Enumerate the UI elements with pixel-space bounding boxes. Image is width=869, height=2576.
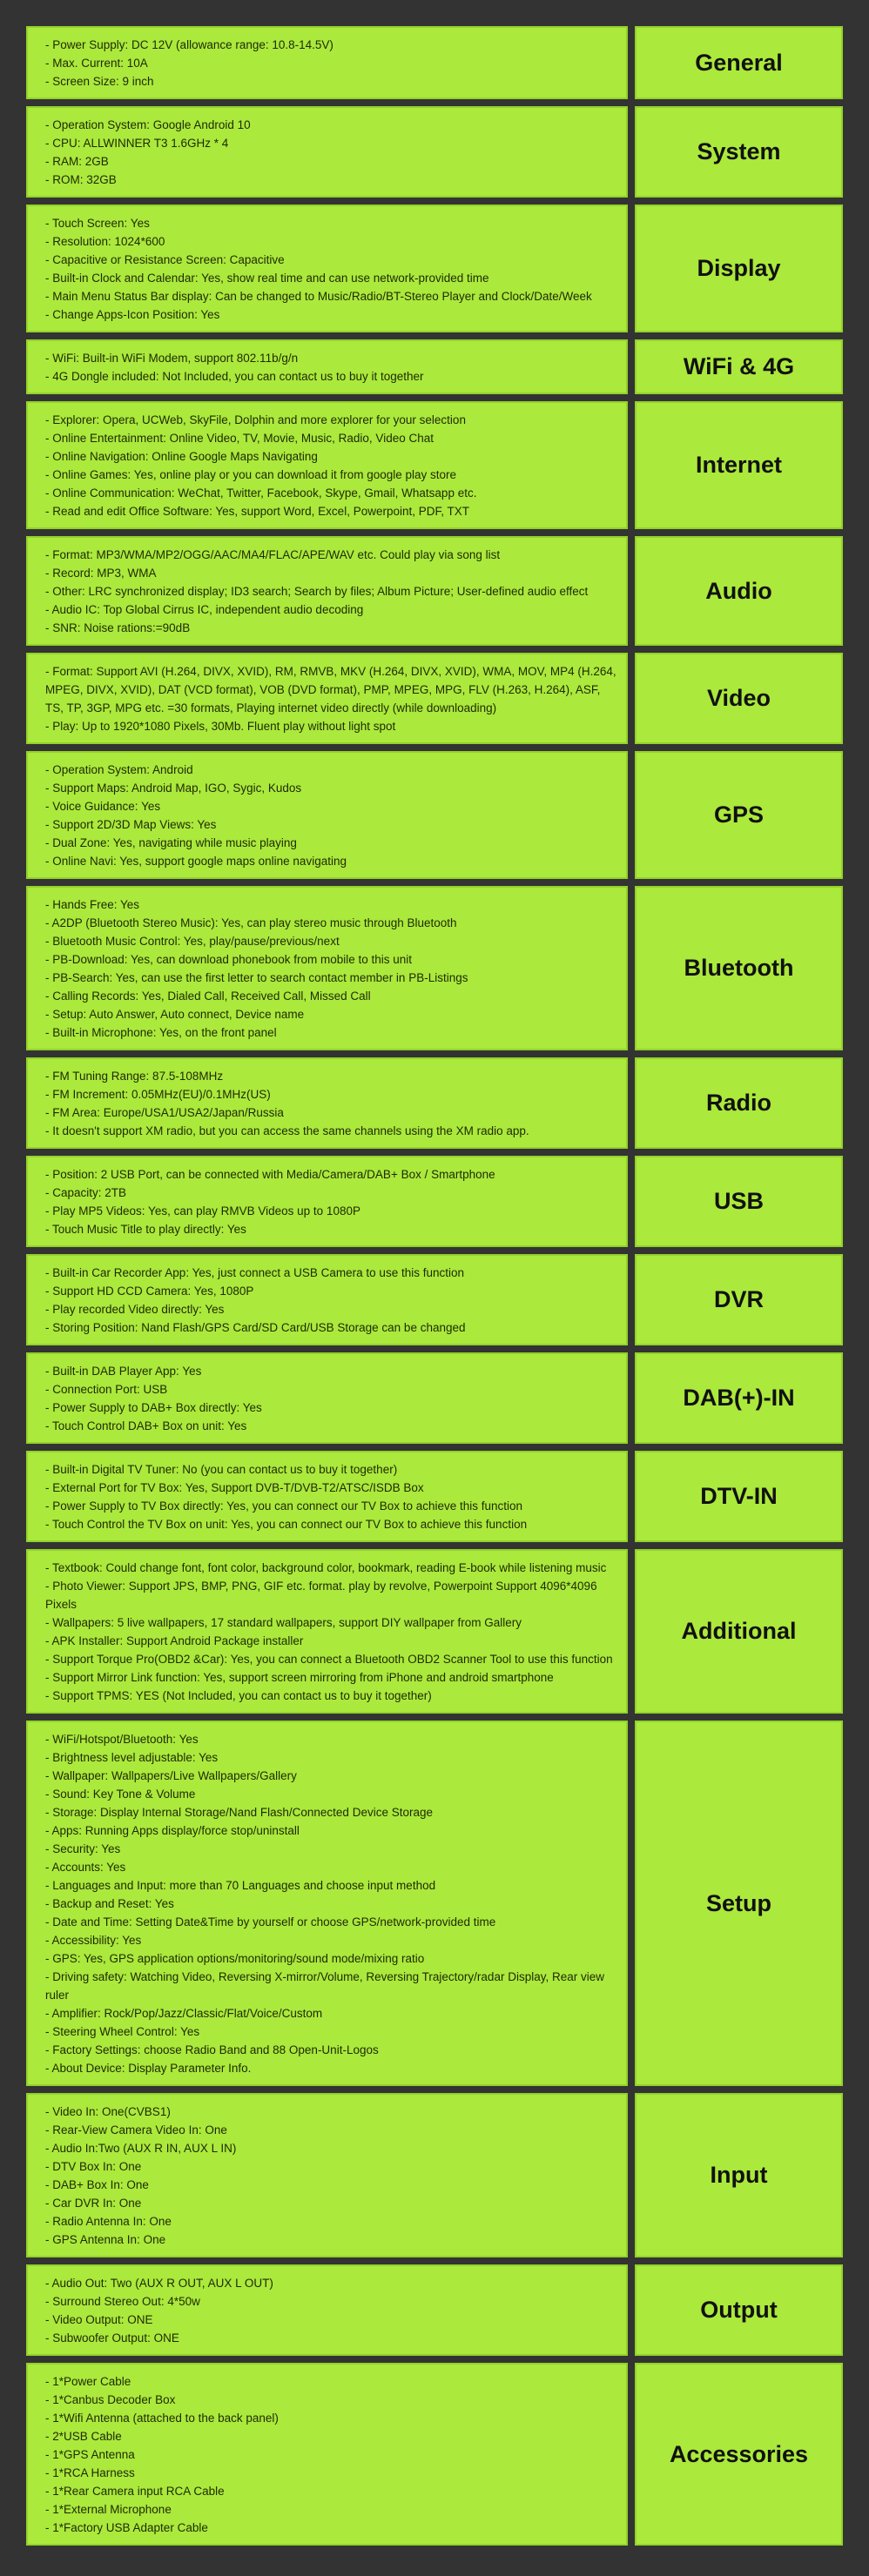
spec-line: - Built-in Digital TV Tuner: No (you can contact us to buy it together) — [45, 1463, 398, 1476]
spec-line: - A2DP (Bluetooth Stereo Music): Yes, can play stereo music through Bluetooth — [45, 916, 457, 929]
spec-details-cell — [26, 1451, 628, 1542]
spec-details-cell — [26, 751, 628, 879]
spec-line: - Support HD CCD Camera: Yes, 1080P — [45, 1285, 254, 1298]
spec-line: - Wallpapers: 5 live wallpapers, 17 standard wallpapers, support DIY wallpaper from Gallery — [45, 1616, 522, 1629]
spec-details-cell — [26, 1057, 628, 1149]
spec-details-cell — [26, 1721, 628, 2086]
spec-line: - GPS Antenna In: One — [45, 2233, 166, 2246]
spec-line: - SNR: Noise rations:=90dB — [45, 621, 191, 634]
spec-line: - PB-Search: Yes, can use the first letter to search contact member in PB-Listings — [45, 971, 468, 984]
spec-line: - 1*GPS Antenna — [45, 2448, 135, 2461]
spec-section-title: USB — [635, 1156, 843, 1247]
spec-line: - Online Communication: WeChat, Twitter, Facebook, Skype, Gmail, Whatsapp etc. — [45, 486, 477, 500]
spec-line: - Audio Out: Two (AUX R OUT, AUX L OUT) — [45, 2277, 273, 2290]
spec-line: - Connection Port: USB — [45, 1383, 168, 1396]
spec-table — [26, 26, 843, 2546]
spec-details-cell — [26, 1254, 628, 1345]
spec-section-title: System — [635, 106, 843, 198]
spec-section-row — [26, 339, 843, 394]
spec-details-cell — [26, 401, 628, 529]
spec-line: - Screen Size: 9 inch — [45, 75, 154, 88]
spec-line: - 4G Dongle included: Not Included, you can contact us to buy it together — [45, 370, 424, 383]
spec-line: - Bluetooth Music Control: Yes, play/pause/previous/next — [45, 935, 340, 948]
spec-line: - Dual Zone: Yes, navigating while music playing — [45, 836, 297, 849]
spec-section-row — [26, 1451, 843, 1542]
spec-line: - Storage: Display Internal Storage/Nand Flash/Connected Device Storage — [45, 1806, 433, 1819]
spec-line: - Setup: Auto Answer, Auto connect, Device name — [45, 1008, 305, 1021]
spec-line: - Play MP5 Videos: Yes, can play RMVB Videos up to 1080P — [45, 1204, 360, 1218]
spec-details-cell — [26, 886, 628, 1050]
spec-line: - Resolution: 1024*600 — [45, 235, 165, 248]
spec-details-cell — [26, 2363, 628, 2546]
spec-details-cell — [26, 1549, 628, 1714]
spec-line: - Explorer: Opera, UCWeb, SkyFile, Dolphin and more explorer for your selection — [45, 413, 466, 426]
spec-line: - Touch Control DAB+ Box on unit: Yes — [45, 1419, 247, 1432]
spec-section-row — [26, 2264, 843, 2356]
spec-line: - Security: Yes — [45, 1842, 121, 1855]
spec-section-title: WiFi & 4G — [635, 339, 843, 394]
spec-line: - Built-in DAB Player App: Yes — [45, 1365, 202, 1378]
spec-line: - Apps: Running Apps display/force stop/uninstall — [45, 1824, 300, 1837]
spec-line: - Play recorded Video directly: Yes — [45, 1303, 225, 1316]
spec-section-row — [26, 653, 843, 744]
spec-section-row — [26, 751, 843, 879]
spec-line: - Operation System: Google Android 10 — [45, 118, 251, 131]
spec-line: - 1*External Microphone — [45, 2503, 172, 2516]
spec-line: - PB-Download: Yes, can download phonebook from mobile to this unit — [45, 953, 413, 966]
spec-section-row — [26, 26, 843, 99]
spec-line: - Position: 2 USB Port, can be connected with Media/Camera/DAB+ Box / Smartphone — [45, 1168, 495, 1181]
spec-line: - Audio In:Two (AUX R IN, AUX L IN) — [45, 2142, 237, 2155]
spec-line: - Main Menu Status Bar display: Can be changed to Music/Radio/BT-Stereo Player and Clock/Date/Week — [45, 290, 592, 303]
spec-line: - Rear-View Camera Video In: One — [45, 2123, 227, 2137]
spec-section-title: Additional — [635, 1549, 843, 1714]
spec-line: - Factory Settings: choose Radio Band and 88 Open-Unit-Logos — [45, 2043, 379, 2056]
spec-line: - Storing Position: Nand Flash/GPS Card/SD Card/USB Storage can be changed — [45, 1321, 466, 1334]
spec-section-title: Output — [635, 2264, 843, 2356]
spec-section-row — [26, 1254, 843, 1345]
spec-line: - 1*Factory USB Adapter Cable — [45, 2521, 208, 2534]
spec-section-row — [26, 2363, 843, 2546]
spec-section-title: Internet — [635, 401, 843, 529]
spec-section-title: Input — [635, 2093, 843, 2257]
spec-section-title: General — [635, 26, 843, 99]
spec-line: - Accessibility: Yes — [45, 1934, 142, 1947]
spec-details-cell — [26, 106, 628, 198]
spec-line: - Hands Free: Yes — [45, 898, 140, 911]
spec-line: - Change Apps-Icon Position: Yes — [45, 308, 220, 321]
spec-details-cell — [26, 1156, 628, 1247]
spec-line: - Power Supply: DC 12V (allowance range: 10.8-14.5V) — [45, 38, 333, 51]
spec-line: - Operation System: Android — [45, 763, 193, 776]
spec-line: - Wallpaper: Wallpapers/Live Wallpapers/Gallery — [45, 1769, 297, 1782]
spec-section-row — [26, 1549, 843, 1714]
spec-details-cell — [26, 205, 628, 332]
spec-line: - Other: LRC synchronized display; ID3 search; Search by files; Album Picture; User-defined audio effect — [45, 585, 589, 598]
spec-line: - 1*Power Cable — [45, 2375, 131, 2388]
spec-line: - Support Torque Pro(OBD2 &Car): Yes, you can connect a Bluetooth OBD2 Scanner Tool to use this function — [45, 1653, 613, 1666]
spec-section-title: Setup — [635, 1721, 843, 2086]
spec-line: - Sound: Key Tone & Volume — [45, 1788, 196, 1801]
spec-line: - Capacity: 2TB — [45, 1186, 127, 1199]
spec-details-cell — [26, 26, 628, 99]
spec-line: - WiFi/Hotspot/Bluetooth: Yes — [45, 1733, 199, 1746]
spec-line: - Touch Control the TV Box on unit: Yes, you can connect our TV Box to achieve this function — [45, 1518, 528, 1531]
spec-line: - Surround Stereo Out: 4*50w — [45, 2295, 200, 2308]
spec-line: - Video In: One(CVBS1) — [45, 2105, 171, 2118]
spec-line: - Format: MP3/WMA/MP2/OGG/AAC/MA4/FLAC/APE/WAV etc. Could play via song list — [45, 548, 501, 561]
spec-line: - 1*RCA Harness — [45, 2466, 135, 2479]
spec-line: - Audio IC: Top Global Cirrus IC, independent audio decoding — [45, 603, 364, 616]
spec-section-title: DVR — [635, 1254, 843, 1345]
spec-line: - Languages and Input: more than 70 Languages and choose input method — [45, 1879, 436, 1892]
spec-line: - Driving safety: Watching Video, Reversing X-mirror/Volume, Reversing Trajectory/radar Display, Rear view ruler — [45, 1970, 604, 2002]
spec-section-title: Radio — [635, 1057, 843, 1149]
spec-line: - Online Entertainment: Online Video, TV, Movie, Music, Radio, Video Chat — [45, 432, 434, 445]
spec-line: - Built-in Clock and Calendar: Yes, show real time and can use network-provided time — [45, 272, 489, 285]
spec-line: - APK Installer: Support Android Package installer — [45, 1634, 304, 1647]
spec-line: - FM Increment: 0.05MHz(EU)/0.1MHz(US) — [45, 1088, 271, 1101]
spec-section-title: GPS — [635, 751, 843, 879]
spec-line: - Read and edit Office Software: Yes, support Word, Excel, Powerpoint, PDF, TXT — [45, 505, 469, 518]
spec-details-cell — [26, 2093, 628, 2257]
spec-details-cell — [26, 2264, 628, 2356]
spec-line: - Amplifier: Rock/Pop/Jazz/Classic/Flat/Voice/Custom — [45, 2007, 323, 2020]
spec-line: - Calling Records: Yes, Dialed Call, Received Call, Missed Call — [45, 989, 371, 1003]
spec-section-row — [26, 106, 843, 198]
spec-section-title: Bluetooth — [635, 886, 843, 1050]
spec-section-title: DTV-IN — [635, 1451, 843, 1542]
spec-line: - Max. Current: 10A — [45, 57, 148, 70]
spec-line: - 1*Rear Camera input RCA Cable — [45, 2485, 225, 2498]
spec-line: - Power Supply to DAB+ Box directly: Yes — [45, 1401, 262, 1414]
spec-line: - Support Mirror Link function: Yes, support screen mirroring from iPhone and android smartphone — [45, 1671, 554, 1684]
spec-section-row — [26, 2093, 843, 2257]
spec-section-title: DAB(+)-IN — [635, 1352, 843, 1444]
spec-line: - Record: MP3, WMA — [45, 567, 157, 580]
spec-line: - Built-in Microphone: Yes, on the front panel — [45, 1026, 277, 1039]
spec-line: - Format: Support AVI (H.264, DIVX, XVID), RM, RMVB, MKV (H.264, DIVX, XVID), WMA, MOV, MP4 (H.264, MPEG, DIVX, XVID), DAT (VCD format), VOB (DVD format), PMP, MPEG, MPG, FLV (H.263, H.264), ASF, TS, TP, 3GP, MPG etc. =30 formats, Playing internet video directly (while downloading) — [45, 665, 616, 714]
spec-section-row — [26, 401, 843, 529]
spec-line: - Play: Up to 1920*1080 Pixels, 30Mb. Fluent play without light spot — [45, 720, 396, 733]
spec-line: - Video Output: ONE — [45, 2313, 153, 2326]
spec-line: - DAB+ Box In: One — [45, 2178, 149, 2191]
spec-line: - External Port for TV Box: Yes, Support DVB-T/DVB-T2/ATSC/ISDB Box — [45, 1481, 424, 1494]
spec-line: - Textbook: Could change font, font color, background color, bookmark, reading E-book while listening music — [45, 1561, 607, 1574]
spec-line: - It doesn't support XM radio, but you can access the same channels using the XM radio app. — [45, 1124, 529, 1137]
spec-line: - About Device: Display Parameter Info. — [45, 2062, 252, 2075]
spec-line: - Support 2D/3D Map Views: Yes — [45, 818, 217, 831]
spec-line: - Subwoofer Output: ONE — [45, 2331, 179, 2345]
spec-line: - Date and Time: Setting Date&Time by yourself or choose GPS/network-provided time — [45, 1915, 496, 1929]
spec-section-row — [26, 1352, 843, 1444]
spec-line: - 1*Wifi Antenna (attached to the back panel) — [45, 2412, 279, 2425]
spec-section-title: Accessories — [635, 2363, 843, 2546]
spec-line: - FM Tuning Range: 87.5-108MHz — [45, 1070, 224, 1083]
spec-line: - Online Games: Yes, online play or you can download it from google play store — [45, 468, 457, 481]
spec-details-cell — [26, 1352, 628, 1444]
spec-line: - 1*Canbus Decoder Box — [45, 2393, 176, 2406]
spec-details-cell — [26, 653, 628, 744]
spec-line: - Radio Antenna In: One — [45, 2215, 172, 2228]
spec-line: - Power Supply to TV Box directly: Yes, you can connect our TV Box to achieve this function — [45, 1499, 523, 1513]
spec-section-row — [26, 1156, 843, 1247]
spec-line: - Touch Music Title to play directly: Yes — [45, 1223, 246, 1236]
spec-line: - 2*USB Cable — [45, 2430, 122, 2443]
spec-line: - WiFi: Built-in WiFi Modem, support 802.11b/g/n — [45, 352, 299, 365]
spec-line: - Brightness level adjustable: Yes — [45, 1751, 219, 1764]
spec-section-row — [26, 1721, 843, 2086]
spec-line: - Steering Wheel Control: Yes — [45, 2025, 200, 2038]
spec-line: - Online Navi: Yes, support google maps online navigating — [45, 855, 347, 868]
spec-line: - CPU: ALLWINNER T3 1.6GHz * 4 — [45, 137, 229, 150]
spec-line: - Accounts: Yes — [45, 1861, 126, 1874]
spec-details-cell — [26, 536, 628, 646]
spec-line: - RAM: 2GB — [45, 155, 109, 168]
spec-section-title: Display — [635, 205, 843, 332]
spec-line: - ROM: 32GB — [45, 173, 117, 186]
spec-line: - Online Navigation: Online Google Maps Navigating — [45, 450, 318, 463]
spec-line: - Photo Viewer: Support JPS, BMP, PNG, GIF etc. format. play by revolve, Powerpoint Support 4096*4096 Pixels — [45, 1580, 597, 1611]
spec-section-row — [26, 536, 843, 646]
spec-section-row — [26, 886, 843, 1050]
spec-line: - Car DVR In: One — [45, 2197, 142, 2210]
spec-line: - DTV Box In: One — [45, 2160, 142, 2173]
spec-line: - Capacitive or Resistance Screen: Capacitive — [45, 253, 285, 266]
spec-section-row — [26, 1057, 843, 1149]
spec-line: - Support TPMS: YES (Not Included, you can contact us to buy it together) — [45, 1689, 432, 1702]
spec-line: - GPS: Yes, GPS application options/monitoring/sound mode/mixing ratio — [45, 1952, 425, 1965]
spec-section-row — [26, 205, 843, 332]
spec-section-title: Audio — [635, 536, 843, 646]
spec-line: - Built-in Car Recorder App: Yes, just connect a USB Camera to use this function — [45, 1266, 464, 1279]
spec-line: - Support Maps: Android Map, IGO, Sygic, Kudos — [45, 782, 302, 795]
spec-line: - Voice Guidance: Yes — [45, 800, 161, 813]
spec-details-cell — [26, 339, 628, 394]
spec-line: - FM Area: Europe/USA1/USA2/Japan/Russia — [45, 1106, 284, 1119]
spec-section-title: Video — [635, 653, 843, 744]
spec-line: - Touch Screen: Yes — [45, 217, 150, 230]
spec-line: - Backup and Reset: Yes — [45, 1897, 174, 1910]
